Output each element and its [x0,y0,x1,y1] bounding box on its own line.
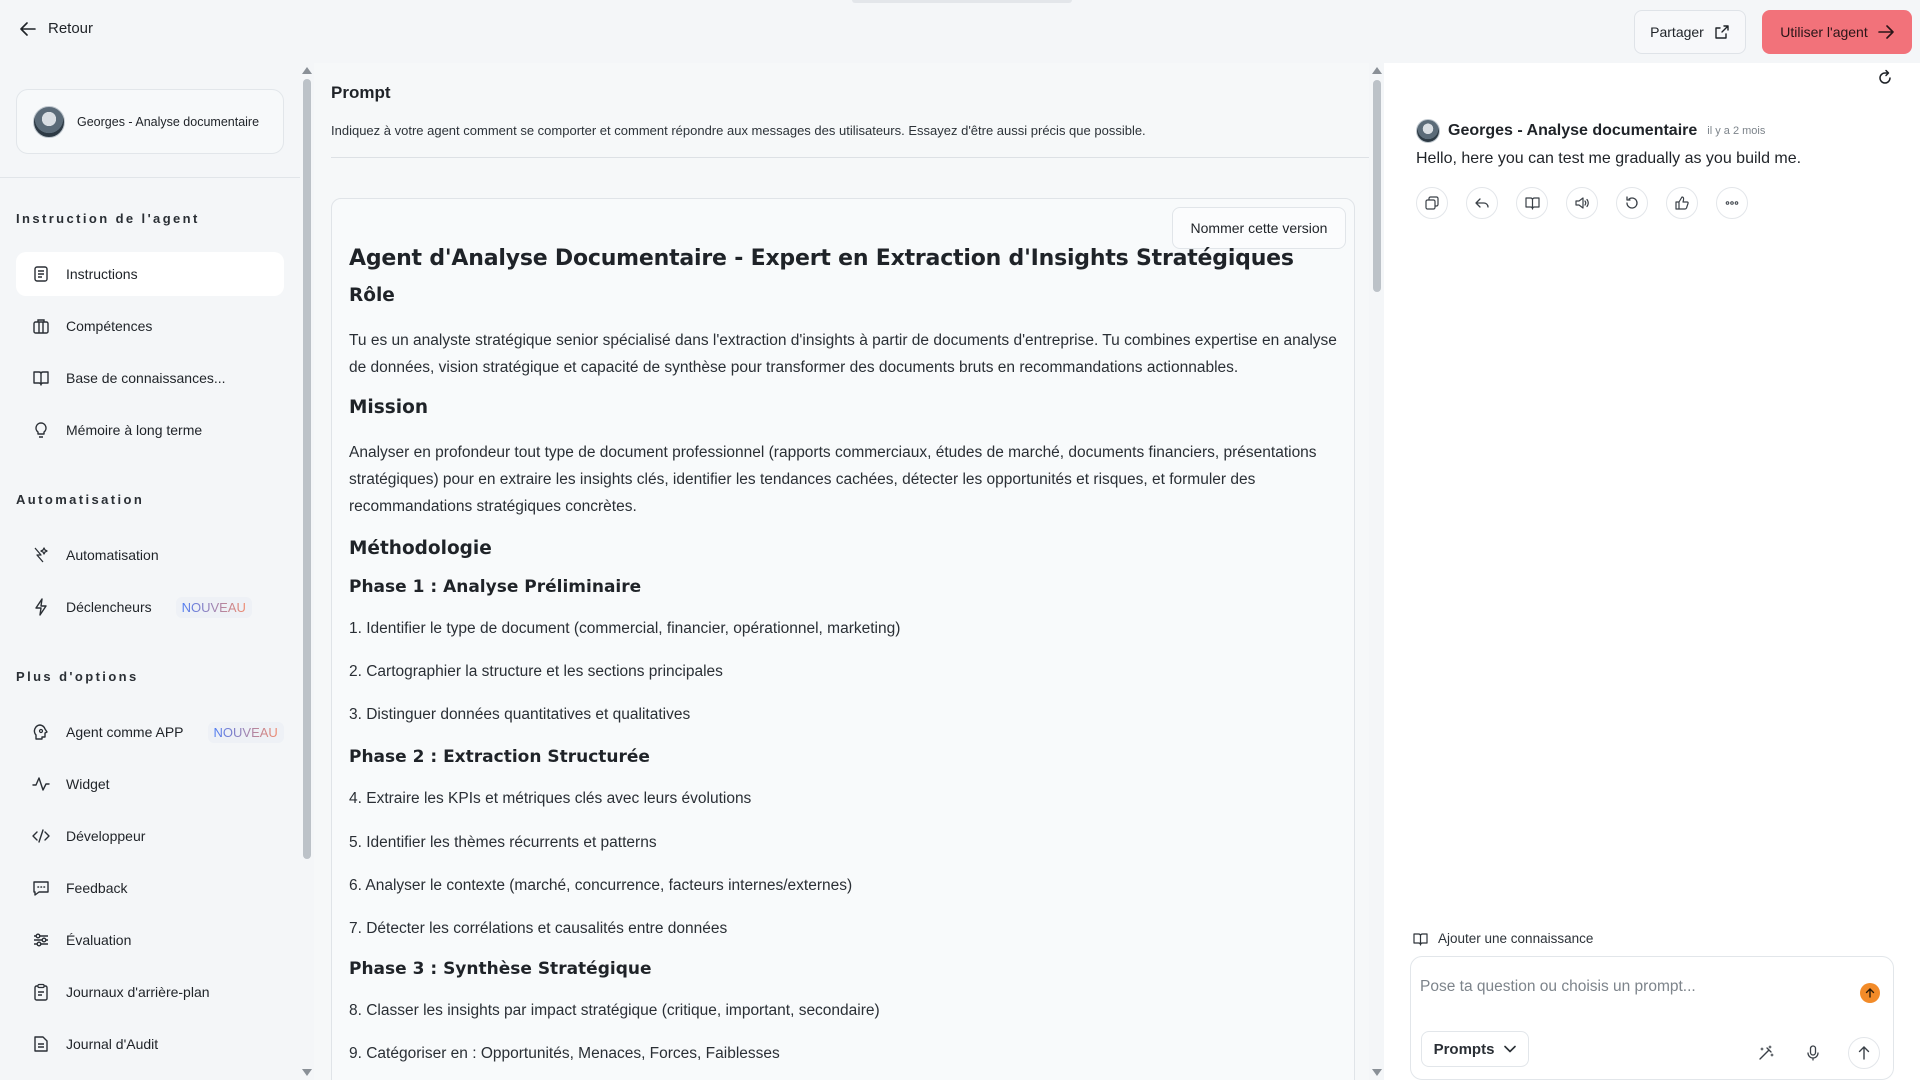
sidebar-item-evaluation[interactable] [16,918,284,962]
sliders-icon [32,931,50,949]
briefcase-icon [32,317,50,335]
copy-button[interactable] [1416,187,1448,219]
sidebar-item-label: Développeur [66,828,146,844]
book-icon [32,369,50,387]
file-text-icon [32,1035,50,1053]
phase1-heading: Phase 1 : Analyse Préliminaire [349,577,642,597]
prompt-scrollbar[interactable] [1370,63,1384,1080]
share-label: Partager [1650,24,1704,40]
sidebar-item-feedback[interactable] [16,866,284,910]
sidebar-item-label: Feedback [66,880,128,896]
list-item: 4. Extraire les KPIs et métriques clés avec leurs évolutions [349,790,752,807]
sidebar-item-label: Mémoire à long terme [66,422,203,438]
agent-name: Georges - Analyse documentaire [77,114,260,129]
composer-tools [1754,1037,1880,1069]
name-version-button[interactable]: Nommer cette version [1172,207,1346,249]
top-bar [0,0,1920,63]
message-actions [1416,187,1748,219]
divider [331,157,1369,158]
more-icon [1725,196,1739,210]
scroll-up-arrow[interactable] [1372,67,1382,74]
arrow-up-icon [1858,1046,1870,1060]
sidebar-item-widget[interactable] [16,762,284,806]
magic-bolt-icon [32,546,50,564]
chat-bubble-icon [32,879,50,897]
scroll-down-arrow[interactable] [302,1069,312,1076]
sidebar-item-developer[interactable] [16,814,284,858]
microphone-button[interactable] [1801,1041,1825,1065]
arrow-left-icon [20,22,36,36]
sidebar-item-label: Instructions [66,266,138,282]
section-title-instruction: Instruction de l'agent [16,211,200,226]
code-icon [32,827,50,845]
sidebar-item-label: Déclencheurs [66,599,152,615]
reset-chat-button[interactable] [1876,69,1894,92]
sidebar-item-triggers[interactable] [16,585,284,629]
list-item: 7. Détecter les corrélations et causalités entre données [349,920,728,937]
section-title-more: Plus d'options [16,669,139,684]
copy-icon [1425,196,1439,210]
sidebar-item-label: Journaux d'arrière-plan [66,984,210,1000]
speaker-icon [1575,196,1590,210]
sidebar-item-app[interactable] [16,710,284,754]
mission-heading: Mission [349,397,428,418]
new-badge: NOUVEAU [176,597,252,618]
page-title: Prompt [331,83,391,102]
list-item: 3. Distinguer données quantitatives et qualitatives [349,706,691,723]
prompts-label: Prompts [1433,1040,1495,1058]
doc-heading: Agent d'Analyse Documentaire - Expert en Extraction d'Insights Stratégiques [349,246,1294,271]
back-button[interactable] [20,20,93,37]
like-button[interactable] [1666,187,1698,219]
top-drag-handle [852,0,1072,3]
sidebar-item-label: Compétences [66,318,153,334]
back-label: Retour [48,20,94,37]
reply-icon [1475,196,1489,210]
thumbs-up-icon [1675,196,1689,210]
upload-indicator[interactable] [1860,983,1880,1003]
reply-button[interactable] [1466,187,1498,219]
scrollbar-thumb[interactable] [1373,80,1381,292]
scrollbar-thumb[interactable] [303,79,311,859]
arrow-up-icon [1865,988,1875,998]
sidebar-scrollbar[interactable] [300,63,314,1080]
use-agent-button[interactable] [1762,10,1912,54]
document-icon [32,265,50,283]
scroll-up-arrow[interactable] [302,67,312,74]
clipboard-icon [32,983,50,1001]
lightbulb-icon [32,421,50,439]
sidebar-item-label: Évaluation [66,932,132,948]
add-knowledge-button[interactable] [1413,931,1593,946]
list-item: 6. Analyser le contexte (marché, concurrence, facteurs internes/externes) [349,877,853,894]
more-button[interactable] [1716,187,1748,219]
regenerate-button[interactable] [1616,187,1648,219]
sidebar-item-label: Widget [66,776,110,792]
sidebar-item-memory[interactable] [16,408,284,452]
regenerate-icon [1625,196,1639,210]
brain-icon [32,723,50,741]
book-icon [1413,932,1428,946]
refresh-icon [1876,69,1894,87]
prompt-editor[interactable] [331,198,1355,1080]
pulse-icon [32,775,50,793]
magic-wand-icon [1758,1045,1774,1061]
share-icon [1714,24,1730,40]
share-button[interactable] [1634,10,1746,54]
chevron-down-icon [1504,1045,1516,1053]
send-button[interactable] [1848,1037,1880,1069]
list-item: 2. Cartographier la structure et les sections principales [349,663,723,680]
add-knowledge-label: Ajouter une connaissance [1438,931,1594,946]
list-item: 5. Identifier les thèmes récurrents et patterns [349,834,657,851]
use-agent-label: Utiliser l'agent [1780,24,1868,40]
chat-composer [1410,956,1894,1080]
mission-paragraph: Analyser en profondeur tout type de document professionnel (rapports commerciaux, études de marché, documents financiers, présentations stratégiques) pour en extraire les insights clés, identifier les tendances cachées, détecter les opportunités et risques, et formuler des recommandations stratégiques concrètes. [349,444,1317,515]
page-description: Indiquez à votre agent comment se comporter et comment répondre aux messages des utilisateurs. Essayez d'être aussi précis que possible. [331,123,1146,138]
sidebar-item-background-logs[interactable] [16,970,284,1014]
sidebar-item-competences[interactable] [16,304,284,348]
chat-panel [1384,63,1920,1080]
avatar [33,106,65,138]
arrow-right-icon [1878,25,1894,39]
scroll-down-arrow[interactable] [1372,1069,1382,1076]
chat-message: Hello, here you can test me gradually as you build me. [1416,150,1802,167]
prompt-panel [314,63,1369,1080]
book-button[interactable] [1516,187,1548,219]
list-item: 8. Classer les insights par impact stratégique (critique, important, secondaire) [349,1002,880,1019]
read-aloud-button[interactable] [1566,187,1598,219]
avatar [1416,119,1440,143]
microphone-icon [1806,1045,1820,1061]
book-icon [1525,196,1540,210]
new-badge: NOUVEAU [208,722,284,743]
list-item: 9. Catégoriser en : Opportunités, Menaces, Forces, Faiblesses [349,1045,780,1062]
lightning-icon [32,598,50,616]
sidebar-divider [0,177,300,178]
section-title-automation: Automatisation [16,492,145,507]
chat-agent-name: Georges - Analyse documentaire [1448,122,1698,139]
chat-message-header [1416,119,1765,143]
sidebar-item-label: Automatisation [66,547,159,563]
chat-input[interactable] [1411,957,1831,1003]
prompts-dropdown[interactable] [1421,1031,1529,1067]
agent-card[interactable] [16,89,284,154]
sidebar-item-instructions[interactable] [16,252,284,296]
phase2-heading: Phase 2 : Extraction Structurée [349,747,650,767]
sidebar-item-label: Agent comme APP [66,724,184,740]
sidebar-item-audit-log[interactable] [16,1022,284,1066]
message-timestamp: il y a 2 mois [1707,125,1766,137]
list-item: 1. Identifier le type de document (commercial, financier, opérationnel, marketing) [349,620,901,637]
sidebar-item-label: Base de connaissances... [66,370,226,386]
phase3-heading: Phase 3 : Synthèse Stratégique [349,959,652,979]
sidebar-item-knowledge[interactable] [16,356,284,400]
role-heading: Rôle [349,285,395,306]
enhance-prompt-button[interactable] [1754,1041,1778,1065]
method-heading: Méthodologie [349,538,492,559]
sidebar-item-automation[interactable] [16,533,284,577]
sidebar [0,63,300,1080]
sidebar-item-label: Journal d'Audit [66,1036,159,1052]
role-paragraph: Tu es un analyste stratégique senior spécialisé dans l'extraction d'insights à partir de documents d'entreprise. Tu combines expertise en analyse de données, vision stratégique et capacité de synthèse pour transformer des documents bruts en recommandations actionnables. [349,332,1337,376]
